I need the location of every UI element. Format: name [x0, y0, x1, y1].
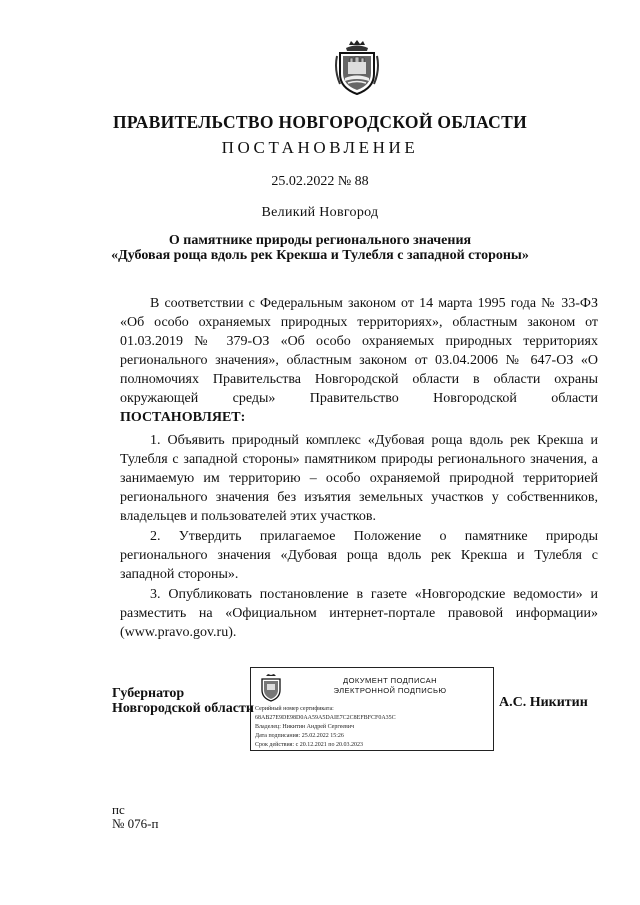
electronic-signature-stamp [250, 667, 494, 751]
item-1-paragraph: 1. Объявить природный комплекс «Дубовая роща вдоль рек Крекша и Тулебля с западной стороны» памятником природы регионального значения, а занимаемую им территорию – особо охраняемой природной территорией регионального значения без изъятия земельных участков у собственников, владельцев и пользователей этих участков. [120, 433, 598, 524]
stamp-heading [291, 676, 489, 696]
document-body [120, 294, 598, 643]
preamble-paragraph [120, 294, 598, 427]
decree-word: ПОСТАНОВЛЯЕТ: [120, 410, 246, 425]
stamp-details [255, 705, 491, 750]
signatory-position [112, 686, 254, 716]
signatory-name: А.С. Никитин [499, 695, 588, 710]
footer-code-block [112, 803, 158, 831]
coat-of-arms-icon [334, 40, 380, 96]
document-title-line-1: О памятнике природы регионального значения [168, 233, 472, 248]
document-type-heading: ПОСТАНОВЛЕНИЕ [221, 138, 419, 157]
preamble-text: В соответствии с Федеральным законом от 14 марта 1995 года № 33-ФЗ «Об особо охраняемых природных территориях», областным законом от 01.03.2019 № 379-ОЗ «Об особо охраняемых природных территориях регионального значения», областным законом от 03.04.2006 № 647-ОЗ «О полномочиях Правительства Новгородской области в области охраны окружающей среды» Правительство Новгородской области [120, 296, 598, 406]
stamp-heading-line-2: ЭЛЕКТРОННОЙ ПОДПИСЬЮ [333, 686, 447, 695]
item-2-paragraph: 2. Утвердить прилагаемое Положение о памятнике природы регионального значения «Дубовая роща вдоль рек Крекша и Тулебля с западной стороны». [120, 529, 598, 582]
document-title [0, 233, 640, 263]
stamp-heading-line-1: ДОКУМЕНТ ПОДПИСАН [343, 676, 437, 685]
footer-number: № 076-п [112, 816, 159, 831]
date-and-number: 25.02.2022 № 88 [271, 174, 369, 189]
stamp-owner: Владелец: Никитин Андрей Сергеевич [255, 724, 355, 730]
organization-heading: ПРАВИТЕЛЬСТВО НОВГОРОДСКОЙ ОБЛАСТИ [113, 112, 527, 132]
city-name: Великий Новгород [261, 205, 379, 220]
stamp-signed-date: Дата подписания: 25.02.2022 15:26 [255, 733, 344, 739]
stamp-validity: Срок действия: с 20.12.2021 по 20.03.2023 [255, 742, 363, 748]
signatory-position-line-1: Губернатор [112, 686, 185, 701]
footer-code: пс [112, 802, 125, 817]
stamp-serial-number: 68AB27E9DE98D0AA59A5DAIE7C2C8EFBFCF0A35C [255, 715, 396, 721]
stamp-serial-label: Серийный номер сертификата: [255, 706, 334, 712]
document-title-line-2: «Дубовая роща вдоль рек Крекша и Тулебля с западной стороны» [111, 248, 529, 263]
signatory-position-line-2: Новгородской области [112, 701, 254, 716]
item-3-paragraph: 3. Опубликовать постановление в газете «Новгородские ведомости» и разместить на «Официальном интернет-портале правовой информации» (www.pravo.gov.ru). [120, 587, 598, 640]
stamp-coat-of-arms-icon [259, 673, 283, 703]
